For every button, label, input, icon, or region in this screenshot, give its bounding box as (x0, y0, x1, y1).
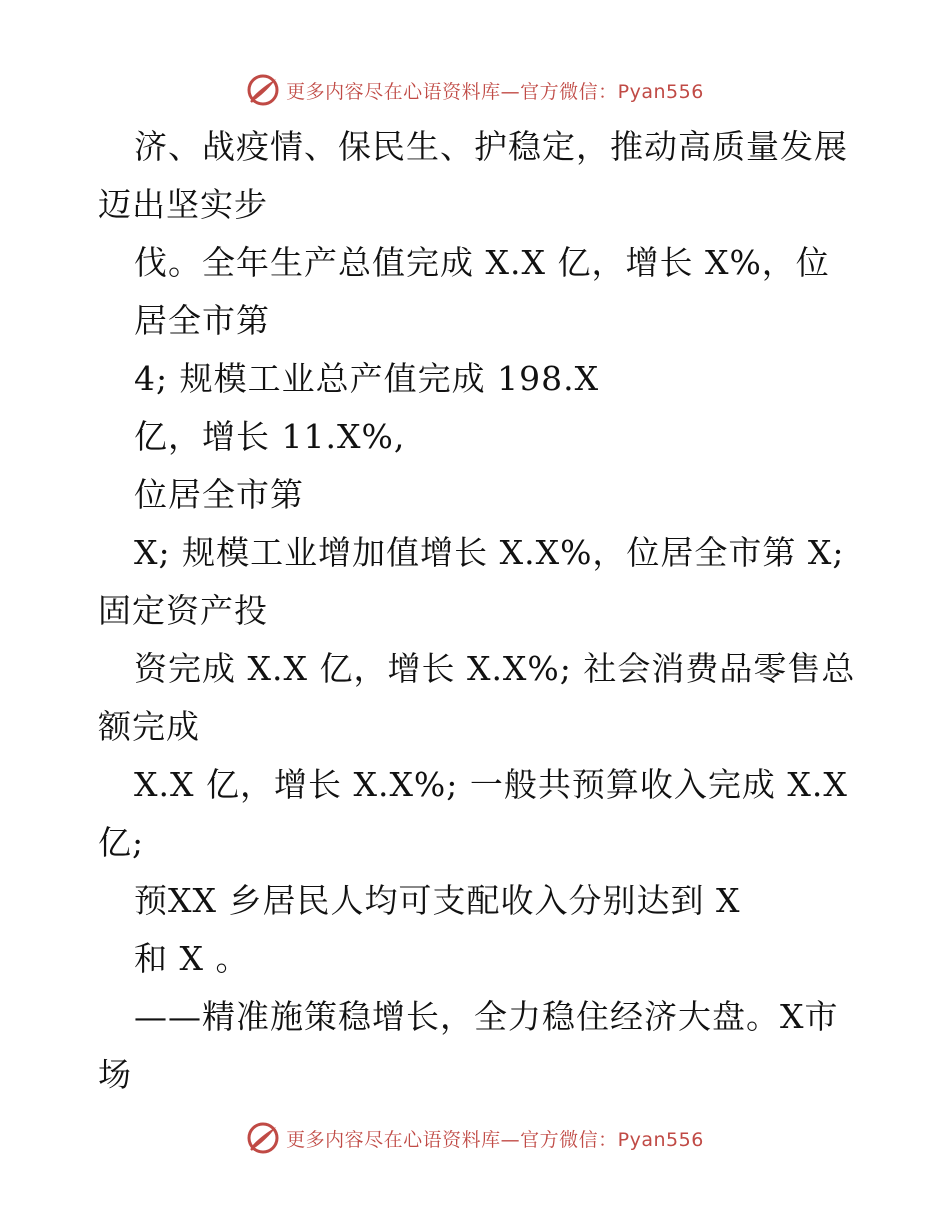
footer-banner (0, 1118, 950, 1158)
body-line: X; 规模工业增加值增长 X.X%，位居全市第 X; (134, 533, 845, 572)
body-line: 场 (98, 1055, 132, 1094)
body-line: 固定资产投 (98, 591, 268, 630)
body-line: X.X 亿，增长 X.X%; 一般共预算收入完成 X.X (134, 765, 848, 804)
body-line: 位居全市第 (134, 475, 304, 514)
body-line: 4; 规模工业总产值完成 198.X (134, 359, 600, 398)
body-line: ——精准施策稳增长，全力稳住经济大盘。X市 (134, 997, 839, 1036)
footer-banner-text: 更多内容尽在心语资料库—官方微信：Pyan556 (286, 1128, 704, 1151)
body-line: 额完成 (98, 707, 200, 746)
body-line: 和 X 。 (134, 939, 250, 978)
document-body (0, 118, 950, 1104)
header-banner (0, 70, 950, 110)
body-line: 预XX 乡居民人均可支配收入分别达到 X (134, 881, 741, 920)
body-line: 济、战疫情、保民生、护稳定，推动高质量发展 (134, 127, 848, 166)
body-line: 居全市第 (134, 301, 270, 340)
body-line: 亿，增长 11.X%, (134, 417, 406, 456)
body-line: 资完成 X.X 亿，增长 X.X%; 社会消费品零售总 (134, 649, 856, 688)
feather-pen-circle-icon (246, 73, 280, 107)
body-line: 迈出坚实步 (98, 185, 268, 224)
body-line: 亿; (98, 823, 145, 862)
body-line: 伐。全年生产总值完成 X.X 亿，增长 X%，位 (134, 243, 830, 282)
header-banner-text: 更多内容尽在心语资料库—官方微信：Pyan556 (286, 80, 704, 103)
feather-pen-circle-icon (246, 1121, 280, 1155)
